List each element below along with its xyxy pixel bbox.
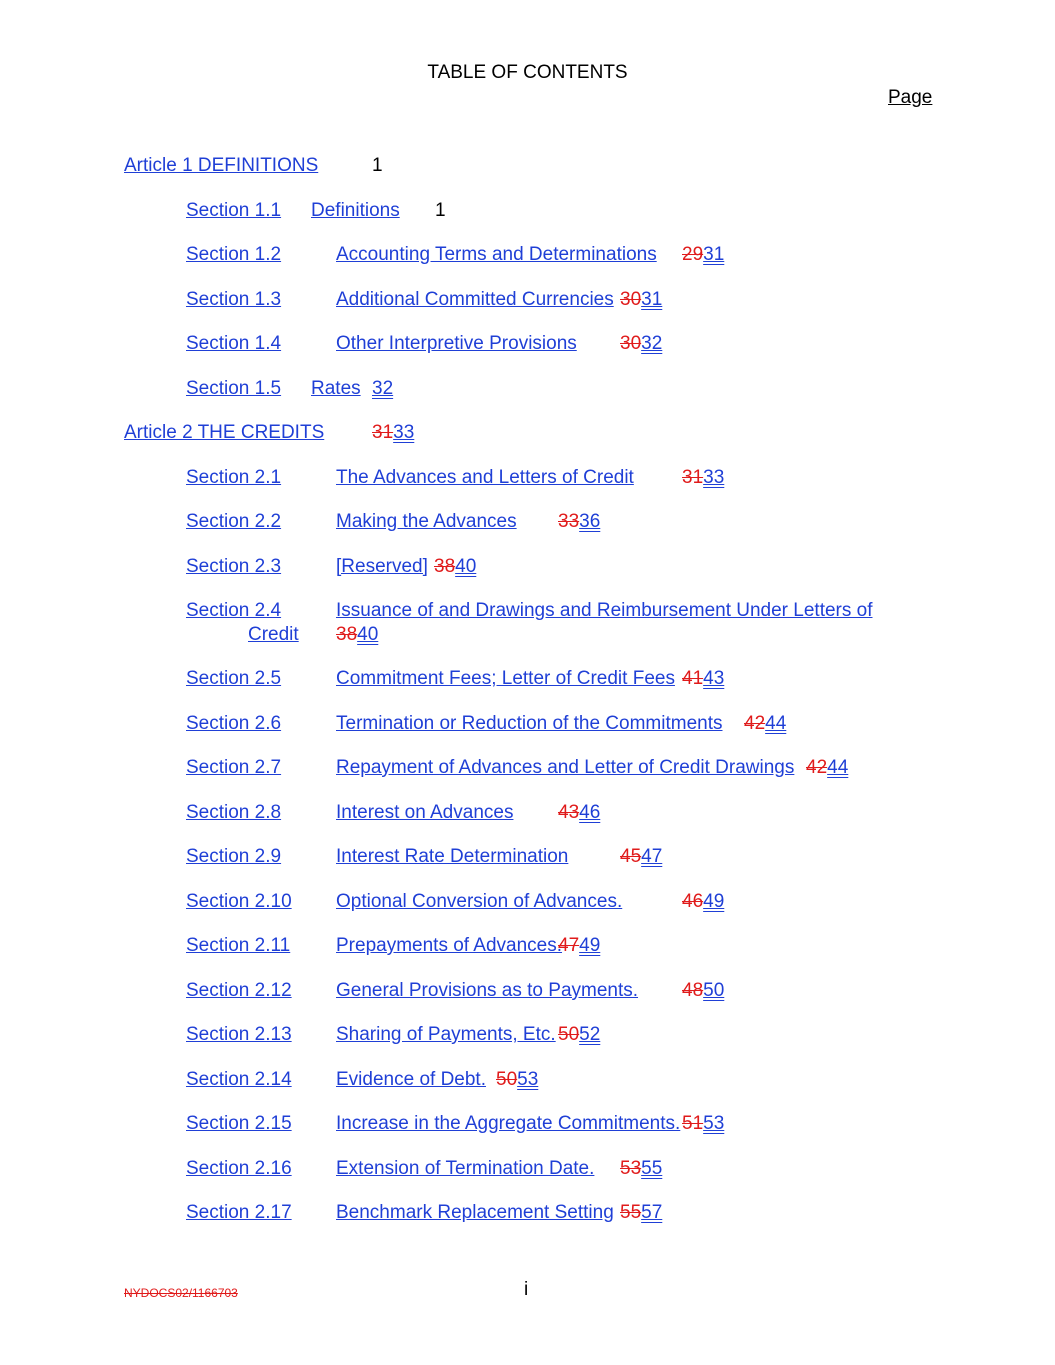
section-2-11-number-link[interactable]: Section 2.11 xyxy=(186,935,291,956)
section-2-7-title-link[interactable]: Repayment of Advances and Letter of Credit Drawings xyxy=(336,757,795,778)
section-2-10-page xyxy=(682,889,724,915)
section-2-10-title-link[interactable]: Optional Conversion of Advances. xyxy=(336,891,623,912)
section-2-8-page xyxy=(558,800,600,826)
section-2-16-number-link[interactable]: Section 2.16 xyxy=(186,1158,292,1179)
section-2-14-number-link[interactable]: Section 2.14 xyxy=(186,1069,292,1090)
deleted-page-number: 51 xyxy=(682,1113,704,1134)
article-1-link[interactable]: Article 1 DEFINITIONS xyxy=(124,155,319,176)
inserted-page-number[interactable]: 43 xyxy=(703,668,725,689)
article-2-link[interactable]: Article 2 THE CREDITS xyxy=(124,422,325,443)
section-2-3-page xyxy=(434,554,476,580)
inserted-page-number[interactable]: 46 xyxy=(579,802,601,823)
inserted-page-number[interactable]: 50 xyxy=(703,980,725,1001)
deleted-page-number: 33 xyxy=(558,511,580,532)
section-2-11-title-link[interactable]: Prepayments of Advances. xyxy=(336,935,563,956)
section-1-2-title-link[interactable]: Accounting Terms and Determinations xyxy=(336,244,657,265)
deleted-page-number: 45 xyxy=(620,846,642,867)
deleted-page-number: 46 xyxy=(682,891,704,912)
section-2-12-title-link[interactable]: General Provisions as to Payments. xyxy=(336,980,639,1001)
section-2-9-number-link[interactable]: Section 2.9 xyxy=(186,846,282,867)
inserted-page-number[interactable]: 44 xyxy=(765,713,787,734)
section-2-2-title-link[interactable]: Making the Advances xyxy=(336,511,517,532)
section-2-15-number-link[interactable]: Section 2.15 xyxy=(186,1113,292,1134)
section-1-5-page xyxy=(372,376,393,402)
inserted-page-number[interactable]: 33 xyxy=(393,422,415,443)
section-2-1-number-link[interactable]: Section 2.1 xyxy=(186,467,282,488)
section-2-2-number-link[interactable]: Section 2.2 xyxy=(186,511,282,532)
inserted-page-number[interactable]: 32 xyxy=(372,378,394,399)
section-1-2-page xyxy=(682,242,724,268)
section-1-1-title-link[interactable]: Definitions xyxy=(311,200,400,221)
section-1-5-title-link[interactable]: Rates xyxy=(311,378,361,399)
deleted-page-number: 38 xyxy=(336,624,358,645)
section-2-8-number-link[interactable]: Section 2.8 xyxy=(186,802,282,823)
page-title: TABLE OF CONTENTS xyxy=(427,62,628,83)
section-2-10-number-link[interactable]: Section 2.10 xyxy=(186,891,292,912)
deleted-page-number: 31 xyxy=(682,467,704,488)
section-2-16-title-link[interactable]: Extension of Termination Date. xyxy=(336,1158,595,1179)
inserted-page-number[interactable]: 53 xyxy=(703,1113,725,1134)
section-2-13-number-link[interactable]: Section 2.13 xyxy=(186,1024,292,1045)
deleted-page-number: 42 xyxy=(806,757,828,778)
section-2-7-number-link[interactable]: Section 2.7 xyxy=(186,757,282,778)
section-2-5-title-link[interactable]: Commitment Fees; Letter of Credit Fees xyxy=(336,668,675,689)
deleted-page-number: 30 xyxy=(620,333,642,354)
deleted-page-number: 29 xyxy=(682,244,704,265)
section-2-4-title-continued-link[interactable]: Credit xyxy=(248,624,299,645)
document-id: NYDOCS02/1166703 xyxy=(124,1286,238,1300)
section-2-14-page xyxy=(496,1067,538,1093)
section-1-3-title-link[interactable]: Additional Committed Currencies xyxy=(336,289,614,310)
inserted-page-number[interactable]: 31 xyxy=(703,244,725,265)
inserted-page-number[interactable]: 49 xyxy=(579,935,601,956)
section-1-1-page: 1 xyxy=(435,200,446,221)
section-2-3-number-link[interactable]: Section 2.3 xyxy=(186,556,282,577)
deleted-page-number: 55 xyxy=(620,1202,642,1223)
deleted-page-number: 48 xyxy=(682,980,704,1001)
section-2-17-number-link[interactable]: Section 2.17 xyxy=(186,1202,292,1223)
section-1-2-number-link[interactable]: Section 1.2 xyxy=(186,244,282,265)
section-2-12-page xyxy=(682,978,724,1004)
deleted-page-number: 41 xyxy=(682,668,704,689)
page-column-header: Page xyxy=(888,87,933,108)
deleted-page-number: 53 xyxy=(620,1158,642,1179)
section-2-1-title-link[interactable]: The Advances and Letters of Credit xyxy=(336,467,634,488)
section-2-9-page xyxy=(620,844,662,870)
section-1-3-page xyxy=(620,287,662,313)
section-1-5-number-link[interactable]: Section 1.5 xyxy=(186,378,282,399)
deleted-page-number: 42 xyxy=(744,713,766,734)
inserted-page-number[interactable]: 53 xyxy=(517,1069,539,1090)
section-1-1-number-link[interactable]: Section 1.1 xyxy=(186,200,282,221)
section-2-8-title-link[interactable]: Interest on Advances xyxy=(336,802,514,823)
section-2-14-title-link[interactable]: Evidence of Debt. xyxy=(336,1069,486,1090)
inserted-page-number[interactable]: 33 xyxy=(703,467,725,488)
section-2-4-number-link[interactable]: Section 2.4 xyxy=(186,600,282,621)
section-2-15-title-link[interactable]: Increase in the Aggregate Commitments. xyxy=(336,1113,681,1134)
section-2-5-page xyxy=(682,666,724,692)
page-number: i xyxy=(524,1279,529,1300)
section-2-7-page xyxy=(806,755,848,781)
section-2-13-page xyxy=(558,1022,600,1048)
inserted-page-number[interactable]: 44 xyxy=(827,757,849,778)
inserted-page-number[interactable]: 40 xyxy=(357,624,379,645)
section-2-3-title-link[interactable]: [Reserved] xyxy=(336,556,428,577)
section-1-4-title-link[interactable]: Other Interpretive Provisions xyxy=(336,333,577,354)
section-2-11-page xyxy=(558,933,600,959)
article-2-page xyxy=(372,420,414,446)
deleted-page-number: 50 xyxy=(496,1069,518,1090)
section-2-2-page xyxy=(558,509,600,535)
section-2-4-title-link[interactable]: Issuance of and Drawings and Reimbursement Under Letters of xyxy=(336,600,873,621)
section-2-1-page xyxy=(682,465,724,491)
section-1-3-number-link[interactable]: Section 1.3 xyxy=(186,289,282,310)
section-2-13-title-link[interactable]: Sharing of Payments, Etc. xyxy=(336,1024,556,1045)
section-2-6-number-link[interactable]: Section 2.6 xyxy=(186,713,282,734)
inserted-page-number[interactable]: 49 xyxy=(703,891,725,912)
inserted-page-number[interactable]: 55 xyxy=(641,1158,663,1179)
deleted-page-number: 30 xyxy=(620,289,642,310)
deleted-page-number: 31 xyxy=(372,422,394,443)
inserted-page-number[interactable]: 52 xyxy=(579,1024,601,1045)
section-2-17-title-link[interactable]: Benchmark Replacement Setting xyxy=(336,1202,614,1223)
section-2-9-title-link[interactable]: Interest Rate Determination xyxy=(336,846,569,867)
inserted-page-number[interactable]: 57 xyxy=(641,1202,663,1223)
section-2-6-title-link[interactable]: Termination or Reduction of the Commitments xyxy=(336,713,723,734)
section-1-4-page xyxy=(620,331,662,357)
inserted-page-number[interactable]: 32 xyxy=(641,333,663,354)
inserted-page-number[interactable]: 36 xyxy=(579,511,601,532)
section-2-16-page xyxy=(620,1156,662,1182)
deleted-page-number: 50 xyxy=(558,1024,580,1045)
section-2-15-page xyxy=(682,1111,724,1137)
deleted-page-number: 47 xyxy=(558,935,580,956)
deleted-page-number: 38 xyxy=(434,556,456,577)
section-2-17-page xyxy=(620,1200,662,1226)
section-2-6-page xyxy=(744,711,786,737)
deleted-page-number: 43 xyxy=(558,802,580,823)
inserted-page-number[interactable]: 47 xyxy=(641,846,663,867)
section-1-4-number-link[interactable]: Section 1.4 xyxy=(186,333,282,354)
article-1-page: 1 xyxy=(372,155,383,176)
section-2-4-page xyxy=(336,622,378,648)
inserted-page-number[interactable]: 40 xyxy=(455,556,477,577)
section-2-12-number-link[interactable]: Section 2.12 xyxy=(186,980,292,1001)
section-2-5-number-link[interactable]: Section 2.5 xyxy=(186,668,282,689)
inserted-page-number[interactable]: 31 xyxy=(641,289,663,310)
